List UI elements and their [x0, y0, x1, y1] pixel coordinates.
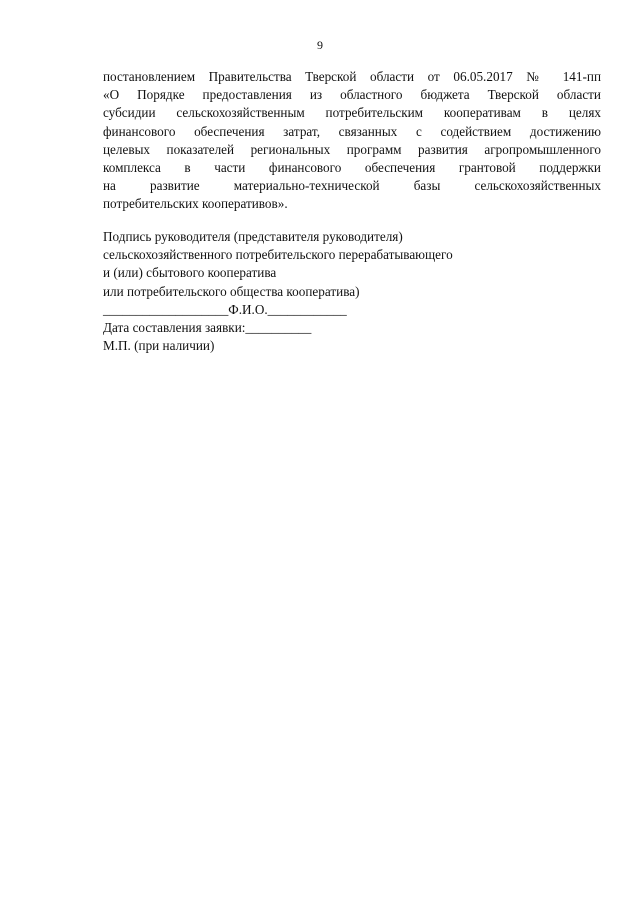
- paragraph-line: постановлением Правительства Тверской области от 06.05.2017 № 141-пп: [103, 69, 601, 84]
- signature-fio-line: ___________________Ф.И.О.____________: [103, 301, 347, 317]
- paragraph-line: потребительских кооперативов».: [103, 196, 288, 212]
- paragraph-line: субсидии сельскохозяйственным потребительским кооперативам в целях: [103, 105, 601, 121]
- paragraph-line: на развитие материально-технической базы сельскохозяйственных: [103, 178, 601, 194]
- signature-caption-line: и (или) сбытового кооператива: [103, 265, 277, 281]
- body-paragraph: [103, 68, 601, 214]
- application-date-line: Дата составления заявки:__________: [103, 320, 312, 336]
- paragraph-line: целевых показателей региональных программ развития агропромышленного: [103, 141, 601, 157]
- paragraph-line: комплекса в части финансового обеспечения грантовой поддержки: [103, 160, 601, 176]
- stamp-line: М.П. (при наличии): [103, 338, 215, 354]
- signature-caption-line: Подпись руководителя (представителя руководителя): [103, 229, 403, 244]
- signature-caption-line: сельскохозяйственного потребительского перерабатывающего: [103, 247, 453, 263]
- signature-block: [103, 228, 583, 355]
- paragraph-line: финансового обеспечения затрат, связанных с содействием достижению: [103, 123, 601, 139]
- page-number: 9: [317, 38, 323, 52]
- signature-caption-line: или потребительского общества кооператива): [103, 283, 360, 299]
- paragraph-line: «О Порядке предоставления из областного бюджета Тверской области: [103, 87, 601, 103]
